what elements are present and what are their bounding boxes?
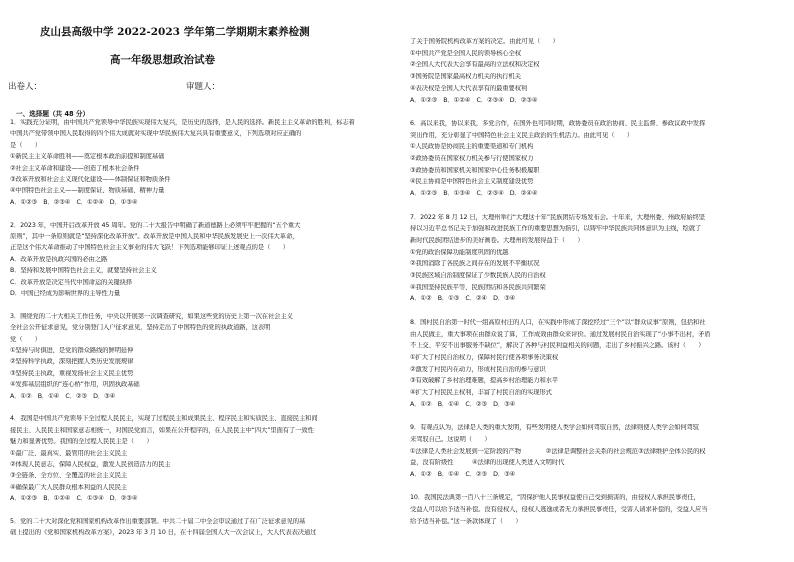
question-stem-line: 10．我国民法典第一百八十三条规定，“因保护他人民事权益使自己受到损害的，由侵权人承担民事责任，	[410, 494, 700, 502]
question-text-line: ①党的政治保障功能制度巩固的优越	[410, 248, 509, 256]
question-text-line: ④民主协商是中国特色社会主义制度建设优势	[410, 178, 534, 186]
question-stem-line: 7．2022 年 8 月 12 日，大理州举行“大理这十年”民族团结专场发布会。十年来，大理州委、州政府始终坚	[410, 213, 705, 221]
question-text-line: 础上提出的《党和国家机构改革方案》，2023 年 3 月 10 日，在十四届全国人大一次会议上，大人代表表决通过	[10, 529, 317, 537]
question-text-line: 突出作用，充分彰显了中国特色社会主义民主政治的生机活力。由此可见（ ）	[410, 131, 634, 139]
question-text-line: 受益人可以给予适当补偿。没有侵权人，侵权人逃逸或者无力承担民事责任，受害人请求补偿的，受益人应当	[410, 506, 708, 513]
question-text-line: ①法律是人类社会发展到一定阶段的产物 ②法律是调整社会关系的社会规范③法律维护全体公民的权	[410, 447, 706, 455]
question-text-line: ③全链条、全方位、全覆盖的社会主义民主	[10, 472, 128, 480]
question-text-line: 正是这个伟大革命推动了中国特色社会主义事业的伟大飞跃！下列选项能够印证上述观点的是（ ）	[10, 244, 289, 252]
answer-options-line: A．①②③ B．①②④ C．①③④ D．②③④	[10, 495, 138, 503]
question-text-line: 原则”，其中一条原则就是“坚持深化改革开放”。改革开放是中国人民和中华民族发展史上一次伟大革命，	[10, 233, 299, 240]
question-text-line: ①中国共产党是全国人民的领导核心全权	[410, 49, 521, 57]
question-text-line: ②政协委员在国家权力机关参与行使国家权力	[410, 155, 534, 162]
question-text-line: ②坚持科学执政，深刻把握人类历史发展规律	[10, 358, 134, 366]
question-stem-line: 2．2023 年，中国开启改革开放 45 周年。党的二十大报告中明确了新道德路上必须牢牢把握的“五个重大	[10, 221, 301, 229]
question-text-line: ④确保最广大人民群众根本利益的人民民主	[10, 483, 128, 491]
answer-options-line: A．①② B．①④ C．②③ D．③④	[10, 392, 116, 400]
question-text-line: ③坚持民主执政，重视发扬社会主义民主优势	[10, 369, 134, 377]
question-text-line: ④发挥基层组织的“连心桥”作用，巩固执政基础	[10, 381, 140, 389]
answer-options-line: C．改革开放是决定当代中国命运的关键抉择	[10, 278, 133, 286]
section-heading: 一、选择题（共 48 分）	[16, 110, 90, 118]
question-text-line: ②体现人民意志，保障人民权益，激发人民创造活力的民主	[10, 461, 171, 468]
exam-subtitle: 高一年级思想政治试卷	[110, 54, 215, 66]
answer-options-line: A．①②③ B．①②④ C．②③④ D．②③④	[410, 96, 538, 104]
question-text-line: ③民族区域自治制度保证了少数民族人民的自治权	[410, 272, 546, 279]
question-text-line: 党（ ）	[10, 335, 41, 343]
question-stem-line: 6．高以来我，协以来我，多党合作，在国外也可同时期，政协委员在政治协商、民主监督、参政议政中发挥	[410, 119, 706, 127]
question-text-line: ①坚持与时俱进，是党的群众路线的鲜明延伸	[10, 347, 134, 354]
question-text-line: 由人民做主，重大事项在由群众说了算，工作成效由群众来评价。通过发展村民自治实现了“小事不出村，矛盾	[410, 330, 711, 338]
author-label: 出卷人：	[8, 82, 43, 92]
question-text-line: ②全国人大代表大会享有最高的立法权和决定权	[410, 61, 540, 69]
question-text-line: 了关于国务院机构改革方案的决定。由此可见（ ）	[410, 38, 559, 45]
exam-title: 皮山县高级中学 2022-2023 学年第二学期期末素养检测	[40, 26, 310, 38]
reviewer-label: 审题人：	[186, 82, 221, 92]
question-stem-line: 8．国村民自治第一时代一组高原村庄的人口，在实践中形成了深挖经过“三个”以“群众议事”原则，包括和社	[410, 318, 706, 326]
question-text-line: ②我国消除了各民族之间存在的发展不平衡状况	[410, 260, 540, 268]
question-stem-line: 9．有观点认为，法律是人类的重大发明，有些发明使人类学会如何驾驭自然，法律则使人类学会如何驾驭	[410, 424, 699, 432]
question-text-line: 持以习近平总书记关于加强和改进民族工作的重要思想为指引，以铸牢中华民族共同体意识为主线，绘就了	[410, 225, 702, 233]
question-text-line: 全社会公开征求意见，党分别登门入户征求意见，坚持走出了中国特色的党的执政道路，这表明	[10, 324, 271, 332]
question-text-line: 新时代民族团结进步的美好画卷。大理州的发展得益于（ ）	[410, 236, 584, 244]
question-stem-line: 4．我国是中国共产党领导下全过程人民民主，实现了过程民主和成果民主、程序民主和实质民主、直接民主和间	[10, 415, 318, 423]
answer-options-line: A．改革开放是执政兴国的必由之路	[10, 255, 108, 263]
question-text-line: ②激发了村民内在动力，形成村民自治的参与意识	[410, 365, 546, 373]
question-text-line: ③有效破解了乡村治理难题，提高乡村治理能力和水平	[410, 377, 559, 385]
question-text-line: ③国务院是国家最高权力机关的执行机关	[410, 73, 521, 81]
answer-options-line: A．①②③ B．②③④ C．①②④ D．①③④	[10, 198, 138, 206]
question-text-line: 益，没有阶级性 ④法律的出现使人类进入文明时代	[410, 459, 565, 467]
question-text-line: ②社会主义革命和建设——创造了根本社会条件	[10, 164, 140, 172]
question-text-line: ④扩大了村民民主权利，丰富了村民自治的实现形式	[410, 389, 552, 396]
question-text-line: 接民主、人民民主和国家意志相统一，对国民党而言，如果在公开程序的，在人民民主中“四大”里面有了一致性	[10, 426, 314, 434]
question-stem-line: 3．围绕党的二十大相关工作任务，中央以开展第一次调查研究，如果这些党的历史上第一次在社会主义	[10, 312, 293, 320]
question-text-line: ①最广泛、最真实、最管用的社会主义民主	[10, 449, 128, 457]
answer-options-line: A．①②③ B．①③④ C．②③④ D．②④④	[410, 190, 538, 198]
question-text-line: ①新民主主义革命胜利——奠定根本政治前提和制度基础	[10, 153, 165, 161]
question-text-line: 来驾驭自己。这说明（ ）	[410, 435, 491, 443]
question-text-line: 不上交、平安不出事服务不缺位”，解决了各种与村民利益相关的问题，走出了乡村振兴之路。该村（ ）	[410, 342, 705, 350]
question-text-line: ④我国坚持民族平等、民族团结和各民族共同繁荣	[410, 283, 546, 291]
answer-options-line: D．中国已经成为影响世界的主导性力量	[10, 290, 121, 297]
question-text-line: 给予适当补偿。”这一条款体现了（ ）	[410, 517, 522, 525]
answer-options-line: A．①② B．①④ C．②③ D．③④	[410, 470, 516, 478]
question-text-line: 中国共产党带领中国人民取得的四个伟大成就对实现中华民族伟大复兴具有重要意义，下列选项对应正确的	[10, 130, 302, 138]
question-text-line: ④表决权是全国人大代表享有的最重要权利	[410, 84, 528, 92]
answer-options-line: B．坚持和发展中国特色社会主义，就要坚持社会主义	[10, 267, 157, 275]
question-text-line: 魅力和显著优势。我国的全过程人民民主是（ ）	[10, 438, 153, 446]
answer-options-line: A．①② B．①③ C．②④ D．③④	[410, 295, 516, 303]
question-text-line: 是（ ）	[10, 141, 41, 149]
question-stem-line: 5．党的二十大对深化党和国家机构改革作出重要部署。中共二十届二中全会审议通过了在广泛征求意见的基	[10, 518, 306, 525]
question-text-line: ③政协委员和国家机关和国家中心任务积极履职	[410, 166, 540, 174]
question-text-line: ①扩大了村民自治权力，保障村民行使各项事务决策权	[410, 353, 559, 361]
question-stem-line: 1．实践充分证明，由中国共产党领导中华民族实现伟大复兴，是历史的选择，是人民的选择。新民主主义革命的胜利，标志着	[10, 119, 355, 126]
question-text-line: ③改革开放和社会主义现代化建设——体制保证和物质条件	[10, 176, 171, 183]
question-text-line: ④中国特色社会主义——制度保证、物质基础、精神力量	[10, 187, 165, 195]
answer-options-line: A．①② B．①④ C．②③ D．③④	[410, 400, 516, 408]
question-text-line: ①人民政协是协商民主的重要渠道和专门机构	[410, 143, 534, 151]
